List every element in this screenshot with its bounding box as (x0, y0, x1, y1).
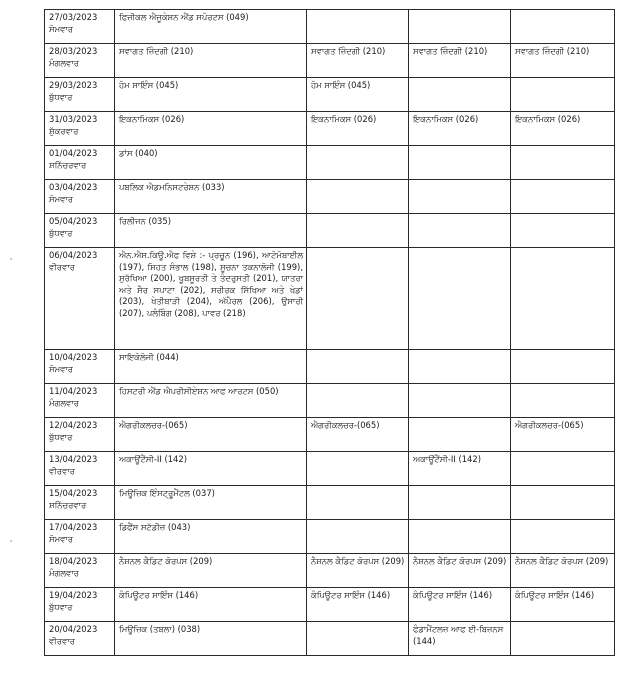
exam-date: 15/04/2023 (49, 488, 98, 498)
stream-cell (307, 418, 409, 452)
stream-cell (409, 384, 511, 418)
table-row (45, 554, 615, 588)
exam-day: ਸ਼ਨਿੱਚਰਵਾਰ (49, 159, 87, 170)
subject-text: ਕੰਪਿਊਟਰ ਸਾਇੰਸ (146) (311, 590, 391, 600)
subject-text: ਫਿਜ਼ੀਕਲ ਐਜੂਕੇਸ਼ਨ ਐਂਡ ਸਪੋਰਟਸ (049) (119, 12, 249, 22)
date-cell (45, 112, 115, 146)
stream-cell (511, 78, 615, 112)
subject-text: ਸਵਾਗਤ ਜ਼ਿੰਦਗੀ (210) (515, 46, 590, 56)
subject-text: ਫੰਡਾਮੈਂਟਲਜ਼ ਆਫ ਈ-ਬਿਜ਼ਨਸ (144) (413, 624, 504, 646)
scan-speck (10, 540, 12, 542)
exam-day: ਬੁੱਧਵਾਰ (49, 601, 73, 612)
subject-text: ਐਗਰੀਕਲਚਰ-(065) (311, 420, 380, 430)
exam-day: ਬੁੱਧਵਾਰ (49, 227, 73, 238)
stream-cell (307, 180, 409, 214)
subject-text: ਮਿਊਜ਼ਿਕ (ਤਬਲਾ) (038) (119, 624, 201, 634)
exam-day: ਬੁੱਧਵਾਰ (49, 431, 73, 442)
stream-cell (307, 520, 409, 554)
subject-text: ਰਿਲੀਜਨ (035) (119, 216, 171, 226)
table-row (45, 146, 615, 180)
table-row (45, 520, 615, 554)
stream-cell (511, 622, 615, 656)
stream-cell (511, 520, 615, 554)
subject-text: ਨੈਸ਼ਨਲ ਕੈਡਿਟ ਕੋਰਪਸ (209) (311, 556, 405, 566)
stream-cell (307, 622, 409, 656)
subject-text: ਕੰਪਿਊਟਰ ਸਾਇੰਸ (146) (119, 590, 199, 600)
subject-cell (115, 486, 307, 520)
stream-cell (511, 418, 615, 452)
exam-date: 18/04/2023 (49, 556, 98, 566)
stream-cell (511, 452, 615, 486)
date-cell (45, 248, 115, 350)
date-cell (45, 180, 115, 214)
date-cell (45, 452, 115, 486)
stream-cell (511, 248, 615, 350)
subject-text: ਐਗਰੀਕਲਚਰ-(065) (119, 420, 188, 430)
exam-day: ਵੀਰਵਾਰ (49, 635, 75, 646)
stream-cell (409, 588, 511, 622)
table-row (45, 486, 615, 520)
subject-cell (115, 554, 307, 588)
exam-day: ਸੋਮਵਾਰ (49, 363, 73, 374)
table-row (45, 112, 615, 146)
subject-cell (115, 112, 307, 146)
subject-cell (115, 520, 307, 554)
subject-text: ਹਿਸਟਰੀ ਐਂਡ ਐਪਰੀਸੀਏਸ਼ਨ ਆਫ ਆਰਟਸ (050) (119, 386, 279, 396)
stream-cell (307, 384, 409, 418)
subject-text: ਸਵਾਗਤ ਜ਼ਿੰਦਗੀ (210) (413, 46, 488, 56)
subject-text: ਇਕਨਾਮਿਕਸ (026) (119, 114, 185, 124)
subject-text: ਐਗਰੀਕਲਚਰ-(065) (515, 420, 584, 430)
table-row (45, 418, 615, 452)
stream-cell (511, 112, 615, 146)
stream-cell (511, 180, 615, 214)
subject-cell (115, 78, 307, 112)
subject-text: ਸਵਾਗਤ ਜ਼ਿੰਦਗੀ (210) (119, 46, 194, 56)
table-row (45, 78, 615, 112)
subject-cell (115, 452, 307, 486)
exam-date: 19/04/2023 (49, 590, 98, 600)
subject-text: ਨੈਸ਼ਨਲ ਕੈਡਿਟ ਕੋਰਪਸ (209) (413, 556, 507, 566)
table-row (45, 10, 615, 44)
subject-text: ਮਿਊਜ਼ਿਕ ਇੰਸਟ੍ਰੂਮੈਂਟਲ (037) (119, 488, 215, 498)
stream-cell (511, 486, 615, 520)
date-cell (45, 622, 115, 656)
subject-text: ਇਕਨਾਮਿਕਸ (026) (311, 114, 377, 124)
subject-text: ਇਕਨਾਮਿਕਸ (026) (413, 114, 479, 124)
table-row (45, 384, 615, 418)
table-row (45, 350, 615, 384)
stream-cell (409, 112, 511, 146)
date-cell (45, 350, 115, 384)
subject-text: ਕੰਪਿਊਟਰ ਸਾਇੰਸ (146) (413, 590, 493, 600)
table-row (45, 452, 615, 486)
stream-cell (409, 10, 511, 44)
exam-day: ਮੰਗਲਵਾਰ (49, 397, 79, 408)
exam-date: 05/04/2023 (49, 216, 98, 226)
subject-text: ਅਕਾਊਂਟੈਂਸੀ-II (142) (413, 454, 481, 464)
stream-cell (307, 350, 409, 384)
stream-cell (307, 554, 409, 588)
exam-day: ਵੀਰਵਾਰ (49, 465, 75, 476)
stream-cell (511, 44, 615, 78)
subject-text: ਇਕਨਾਮਿਕਸ (026) (515, 114, 581, 124)
exam-day: ਵੀਰਵਾਰ (49, 261, 75, 272)
date-cell (45, 78, 115, 112)
subject-text: ਹੋਮ ਸਾਇੰਸ (045) (311, 80, 371, 90)
date-cell (45, 418, 115, 452)
table-row (45, 622, 615, 656)
date-cell (45, 44, 115, 78)
stream-cell (511, 146, 615, 180)
stream-cell (409, 418, 511, 452)
stream-cell (511, 554, 615, 588)
subject-cell (115, 418, 307, 452)
exam-date: 06/04/2023 (49, 250, 98, 260)
stream-cell (409, 44, 511, 78)
subject-text: ਡਾਂਸ (040) (119, 148, 158, 158)
exam-date: 10/04/2023 (49, 352, 98, 362)
subject-cell (115, 44, 307, 78)
date-cell (45, 10, 115, 44)
stream-cell (409, 350, 511, 384)
exam-day: ਸੋਮਵਾਰ (49, 533, 73, 544)
subject-text: ਅਕਾਊਂਟੈਂਸੀ-II (142) (119, 454, 187, 464)
exam-date: 29/03/2023 (49, 80, 98, 90)
stream-cell (307, 78, 409, 112)
exam-date: 17/04/2023 (49, 522, 98, 532)
exam-date: 03/04/2023 (49, 182, 98, 192)
date-cell (45, 588, 115, 622)
date-cell (45, 214, 115, 248)
stream-cell (409, 214, 511, 248)
subject-text: ਨੈਸ਼ਨਲ ਕੈਡਿਟ ਕੋਰਪਸ (209) (119, 556, 213, 566)
schedule-rows (45, 10, 615, 656)
stream-cell (307, 486, 409, 520)
subject-text: ਸਾਇਕੋਲੋਜੀ (044) (119, 352, 179, 362)
exam-date: 27/03/2023 (49, 12, 98, 22)
date-cell (45, 384, 115, 418)
exam-date: 20/04/2023 (49, 624, 98, 634)
exam-day: ਮੰਗਲਵਾਰ (49, 57, 79, 68)
stream-cell (307, 588, 409, 622)
table-row (45, 214, 615, 248)
stream-cell (409, 622, 511, 656)
stream-cell (307, 44, 409, 78)
subject-text: ਹੋਮ ਸਾਇੰਸ (045) (119, 80, 179, 90)
exam-date: 01/04/2023 (49, 148, 98, 158)
exam-day: ਸ਼ਨਿੱਚਰਵਾਰ (49, 499, 87, 510)
subject-text: ਪਬਲਿਕ ਐਡਮਨਿਸਟਰੇਸ਼ਨ (033) (119, 182, 225, 192)
table-row (45, 248, 615, 350)
date-cell (45, 146, 115, 180)
subject-cell (115, 10, 307, 44)
exam-day: ਬੁੱਧਵਾਰ (49, 91, 73, 102)
stream-cell (307, 214, 409, 248)
stream-cell (409, 520, 511, 554)
stream-cell (307, 10, 409, 44)
exam-date: 12/04/2023 (49, 420, 98, 430)
subject-text: ਸਵਾਗਤ ਜ਼ਿੰਦਗੀ (210) (311, 46, 386, 56)
subject-text: ਨੈਸ਼ਨਲ ਕੈਡਿਟ ਕੋਰਪਸ (209) (515, 556, 609, 566)
exam-day: ਸੋਮਵਾਰ (49, 193, 73, 204)
stream-cell (511, 588, 615, 622)
exam-day: ਮੰਗਲਵਾਰ (49, 567, 79, 578)
subject-cell (115, 350, 307, 384)
stream-cell (511, 350, 615, 384)
subject-cell (115, 146, 307, 180)
subject-cell (115, 180, 307, 214)
subject-text: ਕੰਪਿਊਟਰ ਸਾਇੰਸ (146) (515, 590, 595, 600)
subject-text: ਐਨ.ਐਸ.ਕਿਊ.ਐਫ ਵਿਸ਼ੇ :- ਪ੍ਰਚੂਨ (196), ਆਟੋਮੋਬਾਈਲ (197), ਸਿਹਤ ਸੰਭਾਲ (198), ਸੂਚਨਾ ਤਕਨਾਲੋਜੀ (199), ਸੁਰੱਖਿਆ (200), ਖੂਬਸੂਰਤੀ ਤੇ ਤੰਦਰੁਸਤੀ (201), ਯਾਤਰਾ ਅਤੇ ਸੈਰ ਸਪਾਟਾ (202), ਸਰੀਰਕ ਸਿੱਖਿਆ ਅਤੇ ਖੇਡਾਂ (203), ਖੇਤੀਬਾੜੀ (204), ਅੱਪੈਰਲ (206), ਉਸਾਰੀ (207), ਪਲੰਬਿੰਗ (208), ਪਾਵਰ (218) (119, 250, 303, 318)
subject-cell (115, 622, 307, 656)
table-row (45, 44, 615, 78)
table-row (45, 180, 615, 214)
exam-date: 13/04/2023 (49, 454, 98, 464)
subject-text: ਡਿਫੈਂਸ ਸਟੱਡੀਜ਼ (043) (119, 522, 191, 532)
stream-cell (511, 384, 615, 418)
stream-cell (307, 146, 409, 180)
exam-day: ਸ਼ੁੱਕਰਵਾਰ (49, 125, 79, 136)
stream-cell (307, 452, 409, 486)
stream-cell (409, 486, 511, 520)
subject-cell (115, 214, 307, 248)
exam-date: 11/04/2023 (49, 386, 98, 396)
stream-cell (511, 10, 615, 44)
date-cell (45, 554, 115, 588)
date-cell (45, 486, 115, 520)
date-sheet (44, 9, 614, 656)
stream-cell (409, 146, 511, 180)
subject-cell (115, 588, 307, 622)
table-row (45, 588, 615, 622)
scan-speck (10, 258, 12, 260)
exam-day: ਸੋਮਵਾਰ (49, 23, 73, 34)
subject-cell (115, 248, 307, 350)
stream-cell (307, 112, 409, 146)
stream-cell (409, 554, 511, 588)
date-cell (45, 520, 115, 554)
exam-date: 28/03/2023 (49, 46, 98, 56)
stream-cell (409, 248, 511, 350)
stream-cell (409, 180, 511, 214)
stream-cell (409, 78, 511, 112)
exam-schedule-table (44, 9, 615, 656)
subject-cell (115, 384, 307, 418)
exam-date: 31/03/2023 (49, 114, 98, 124)
stream-cell (307, 248, 409, 350)
stream-cell (409, 452, 511, 486)
stream-cell (511, 214, 615, 248)
